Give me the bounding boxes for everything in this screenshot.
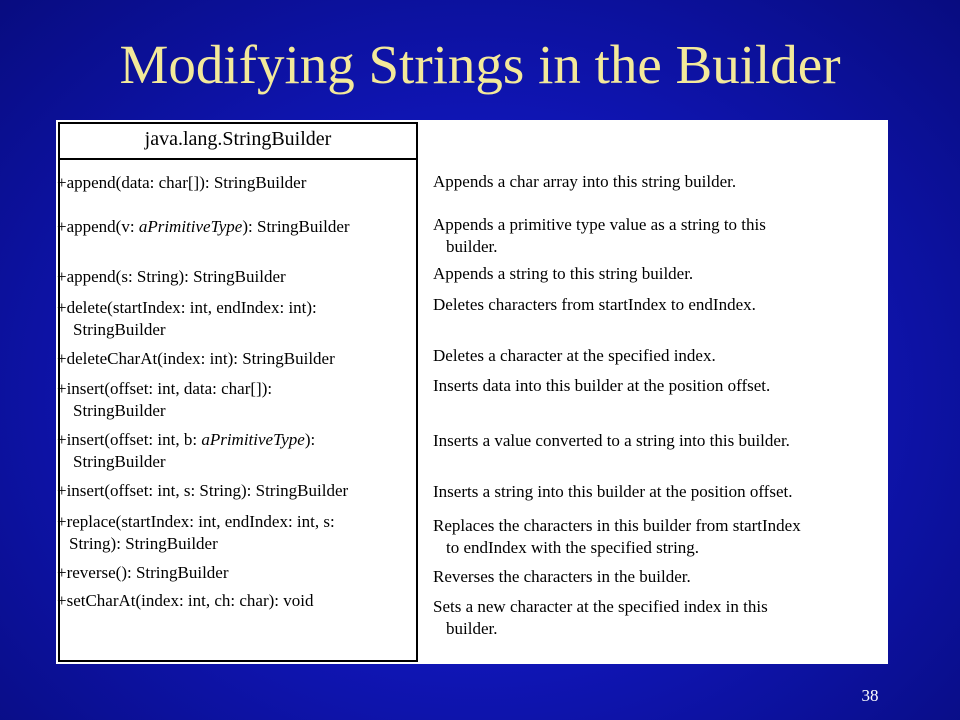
- description-text-cont: builder.: [446, 237, 498, 256]
- method-delete-char-at: [57, 348, 335, 370]
- desc-insert-primitive: [433, 430, 790, 452]
- method-signature: +setCharAt(index: int, ch: char): void: [57, 591, 314, 610]
- desc-set-char-at: [433, 596, 768, 640]
- desc-delete-char-at: [433, 345, 716, 367]
- method-delete: [57, 297, 317, 341]
- method-insert-char-array: [57, 378, 272, 422]
- method-reverse: [57, 562, 229, 584]
- method-signature-cont: String): StringBuilder: [69, 534, 218, 553]
- uml-diagram-panel: [56, 120, 888, 664]
- method-signature-prefix: +append(v:: [57, 217, 139, 236]
- description-text: Appends a string to this string builder.: [433, 264, 694, 283]
- description-text: Deletes characters from startIndex to endIndex.: [433, 295, 756, 314]
- description-text: Inserts a value converted to a string into this builder.: [433, 431, 790, 450]
- desc-append-string: [433, 263, 693, 285]
- desc-delete: [433, 294, 756, 316]
- method-set-char-at: [57, 590, 314, 612]
- description-text-cont: builder.: [446, 619, 498, 638]
- description-text: Appends a primitive type value as a string to this: [433, 215, 766, 234]
- method-signature-suffix: ):: [304, 430, 316, 449]
- uml-class-name: java.lang.StringBuilder: [60, 124, 416, 160]
- method-signature: +delete(startIndex: int, endIndex: int):: [57, 298, 317, 317]
- method-replace: [57, 511, 335, 555]
- method-param-type: aPrimitiveType: [201, 430, 305, 449]
- method-signature-suffix: ): StringBuilder: [242, 217, 350, 236]
- desc-reverse: [433, 566, 691, 588]
- method-signature: +append(data: char[]): StringBuilder: [57, 173, 307, 192]
- method-signature: +insert(offset: int, data: char[]):: [57, 379, 273, 398]
- desc-insert-string: [433, 481, 792, 503]
- description-text: Inserts a string into this builder at the position offset.: [433, 482, 793, 501]
- description-text: Deletes a character at the specified index.: [433, 346, 716, 365]
- desc-insert-char-array: [433, 375, 770, 397]
- description-text: Reverses the characters in the builder.: [433, 567, 691, 586]
- method-signature-prefix: +insert(offset: int, b:: [57, 430, 202, 449]
- desc-append-primitive: [433, 214, 766, 258]
- desc-append-char-array: [433, 171, 736, 193]
- method-signature: +reverse(): StringBuilder: [57, 563, 229, 582]
- method-signature-cont: StringBuilder: [73, 452, 166, 471]
- slide-title: Modifying Strings in the Builder: [119, 34, 841, 95]
- method-signature: +replace(startIndex: int, endIndex: int, s:: [57, 512, 335, 531]
- description-text: Appends a char array into this string builder.: [433, 172, 737, 191]
- method-signature: +deleteCharAt(index: int): StringBuilder: [57, 349, 335, 368]
- method-signature-cont: StringBuilder: [73, 320, 166, 339]
- method-append-primitive: [57, 216, 350, 238]
- method-append-string: [57, 266, 286, 288]
- method-signature-cont: StringBuilder: [73, 401, 166, 420]
- method-insert-primitive: [57, 429, 315, 473]
- method-append-char-array: [57, 172, 306, 194]
- method-signature: +append(s: String): StringBuilder: [57, 267, 286, 286]
- description-text: Inserts data into this builder at the position offset.: [433, 376, 771, 395]
- method-param-type: aPrimitiveType: [138, 217, 243, 236]
- description-text: Sets a new character at the specified index in this: [433, 597, 768, 616]
- description-text: Replaces the characters in this builder from startIndex: [433, 516, 801, 535]
- method-insert-string: [57, 480, 348, 502]
- page-number: 38: [861, 686, 879, 705]
- description-text-cont: to endIndex with the specified string.: [446, 538, 700, 557]
- method-signature: +insert(offset: int, s: String): StringBuilder: [57, 481, 349, 500]
- desc-replace: [433, 515, 801, 559]
